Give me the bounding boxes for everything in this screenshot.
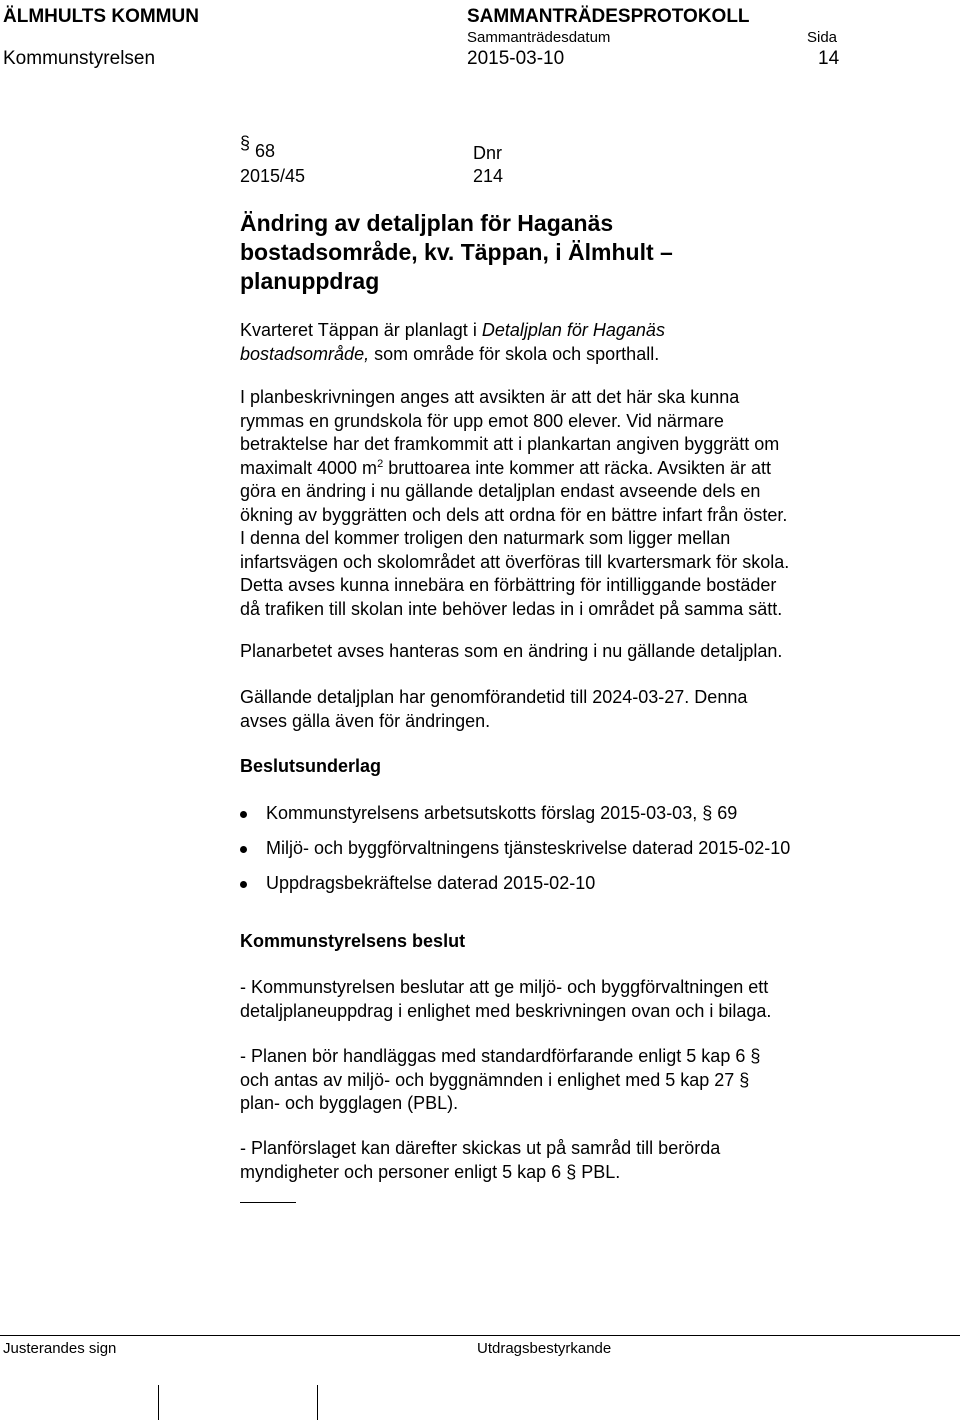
section-symbol: § — [240, 133, 251, 153]
validity-paragraph — [240, 686, 860, 733]
decision-paragraph-1 — [240, 976, 860, 1023]
paragraph-line: plan- och bygglagen (PBL). — [240, 1093, 459, 1113]
title-line-1: Ändring av detaljplan för Haganäs — [240, 210, 614, 236]
plan-name-italic: Detaljplan för Haganäs — [481, 320, 665, 340]
paragraph-line: maximalt 4000 m — [240, 457, 378, 478]
signature-box-divider — [158, 1385, 159, 1420]
decision-paragraph-3 — [240, 1137, 860, 1184]
paragraph-line: göra en ändring i nu gällande detaljplan endast avseende dels en — [240, 481, 761, 501]
plan-name-italic-cont: bostadsområde, — [240, 343, 370, 364]
page-label: Sida — [807, 29, 838, 46]
paragraph-line: rymmas en grundskola för upp emot 800 elever. Vid närmare — [240, 410, 724, 431]
paragraph-line: avses gälla även för ändringen. — [240, 710, 491, 731]
superscript: 2 — [377, 457, 384, 470]
paragraph-line: - Planen bör handläggas med standardförfarande enligt 5 kap 6 § — [240, 1046, 761, 1066]
section-number — [240, 133, 276, 164]
paragraph-line: detaljplaneuppdrag i enlighet med beskrivningen ovan och i bilaga. — [240, 1000, 772, 1021]
meeting-date-label: Sammanträdesdatum — [467, 29, 611, 46]
page-number: 14 — [818, 48, 840, 69]
paragraph-line: ökning av byggrätten och dels att ordna för en bättre infart från öster. — [240, 504, 788, 525]
list-item-text: Miljö- och byggförvaltningens tjänsteskrivelse daterad 2015-02-10 — [266, 838, 791, 858]
bullet-icon — [240, 811, 247, 818]
document-type: SAMMANTRÄDESPROTOKOLL — [467, 6, 750, 27]
paragraph-line: myndigheter och personer enligt 5 kap 6 § PBL. — [240, 1161, 621, 1182]
main-paragraph — [240, 386, 860, 621]
title-line-2: bostadsområde, kv. Täppan, i Älmhult – — [240, 239, 673, 265]
planning-paragraph — [240, 640, 860, 664]
paragraph-line: Detta avses kunna innebära en förbättring för intilliggande bostäder — [240, 575, 777, 595]
intro-text: Kvarteret Täppan är planlagt i — [240, 320, 482, 340]
decision-paragraph-2 — [240, 1045, 860, 1116]
signature-box-divider — [317, 1385, 318, 1420]
page-title — [240, 209, 673, 296]
paragraph-line: bruttoarea inte kommer att räcka. Avsikten är att — [383, 457, 772, 478]
paragraph-line: betraktelse har det framkommit att i plankartan angiven byggrätt om — [240, 434, 780, 454]
paragraph-line: - Kommunstyrelsen beslutar att ge miljö- och byggförvaltningen ett — [240, 977, 769, 997]
paragraph-line: och antas av miljö- och byggnämnden i enlighet med 5 kap 27 § — [240, 1069, 750, 1090]
paragraph-line: Planarbetet avses hanteras som en ändring i nu gällande detaljplan. — [240, 641, 783, 661]
bullet-icon — [240, 881, 247, 888]
basis-heading: Beslutsunderlag — [240, 756, 382, 776]
dnr-year: 2015/45 — [240, 166, 306, 186]
paragraph-line: I planbeskrivningen anges att avsikten är att det här ska kunna — [240, 387, 740, 407]
footer-divider — [0, 1335, 960, 1336]
decision-heading: Kommunstyrelsens beslut — [240, 931, 466, 951]
end-rule — [240, 1202, 296, 1203]
paragraph-line: I denna del kommer troligen den naturmark som ligger mellan — [240, 528, 731, 548]
list-item-text: Kommunstyrelsens arbetsutskotts förslag 2015-03-03, § 69 — [266, 803, 738, 823]
dnr-number: 214 — [473, 166, 504, 186]
committee-name: Kommunstyrelsen — [3, 48, 156, 69]
title-line-3: planuppdrag — [240, 268, 380, 294]
excerpt-label: Utdragsbestyrkande — [477, 1340, 612, 1357]
intro-paragraph — [240, 319, 860, 366]
dnr-label: Dnr — [473, 143, 503, 163]
section-number-value: 68 — [255, 141, 276, 161]
municipality-name: ÄLMHULTS KOMMUN — [3, 6, 199, 27]
meeting-date: 2015-03-10 — [467, 48, 565, 69]
signature-label: Justerandes sign — [3, 1340, 117, 1357]
bullet-icon — [240, 846, 247, 853]
paragraph-line: då trafiken till skolan inte behöver ledas in i området på samma sätt. — [240, 598, 783, 619]
paragraph-line: infartsvägen och skolområdet att överföras till kvartersmark för skola. — [240, 551, 790, 572]
list-item-text: Uppdragsbekräftelse daterad 2015-02-10 — [266, 873, 596, 893]
paragraph-line: - Planförslaget kan därefter skickas ut på samråd till berörda — [240, 1138, 721, 1158]
intro-text-cont: som område för skola och sporthall. — [369, 343, 660, 364]
paragraph-line: Gällande detaljplan har genomförandetid till 2024-03-27. Denna — [240, 687, 748, 707]
